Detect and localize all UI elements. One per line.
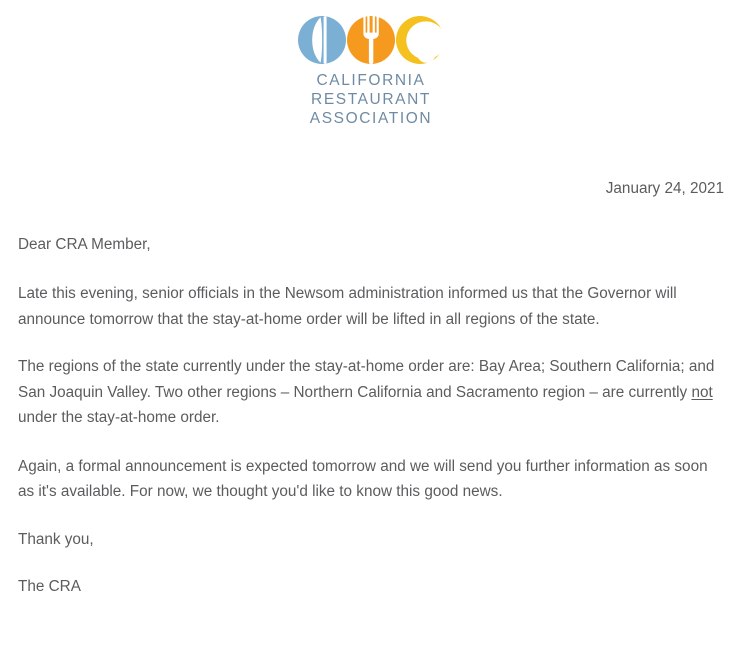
- letter-salutation: Dear CRA Member,: [18, 235, 151, 253]
- letter-closing: Thank you,: [18, 530, 94, 548]
- letter-body: [18, 176, 726, 600]
- paragraph-2-text-after-emphasis: under the stay-at-home order.: [18, 409, 220, 426]
- letterhead: [0, 0, 742, 129]
- fork-circle-icon: [347, 16, 395, 64]
- letter-paragraph-1: Late this evening, senior officials in the Newsom administration informed us that the Governor will announce tomorrow that the stay-at-home order will be lifted in all regions of the state.: [18, 285, 677, 328]
- paragraph-2-emphasis-not: not: [691, 383, 713, 401]
- letter-signoff: The CRA: [18, 578, 81, 595]
- paragraph-2-text-before-emphasis: The regions of the state currently under the stay-at-home order are: Bay Area; Southern California; and San Joaquin Valley. Two other regions – Northern California and Sacramento region – are currently: [18, 358, 715, 401]
- cra-logo-mark: [297, 14, 445, 66]
- cra-logo-wordmark: [310, 72, 432, 129]
- wordmark-line-california: CALIFORNIA: [316, 72, 426, 89]
- letter-paragraph-2: [18, 354, 726, 431]
- wordmark-line-association: ASSOCIATION: [309, 109, 433, 127]
- spoon-circle-icon: [396, 16, 445, 64]
- letter-date: January 24, 2021: [605, 180, 724, 197]
- knife-circle-icon: [298, 16, 346, 64]
- letter-paragraph-3: Again, a formal announcement is expected tomorrow and we will send you further information as soon as it's available. For now, we thought you'd like to know this good news.: [18, 457, 708, 500]
- wordmark-line-restaurant: RESTAURANT: [311, 90, 431, 108]
